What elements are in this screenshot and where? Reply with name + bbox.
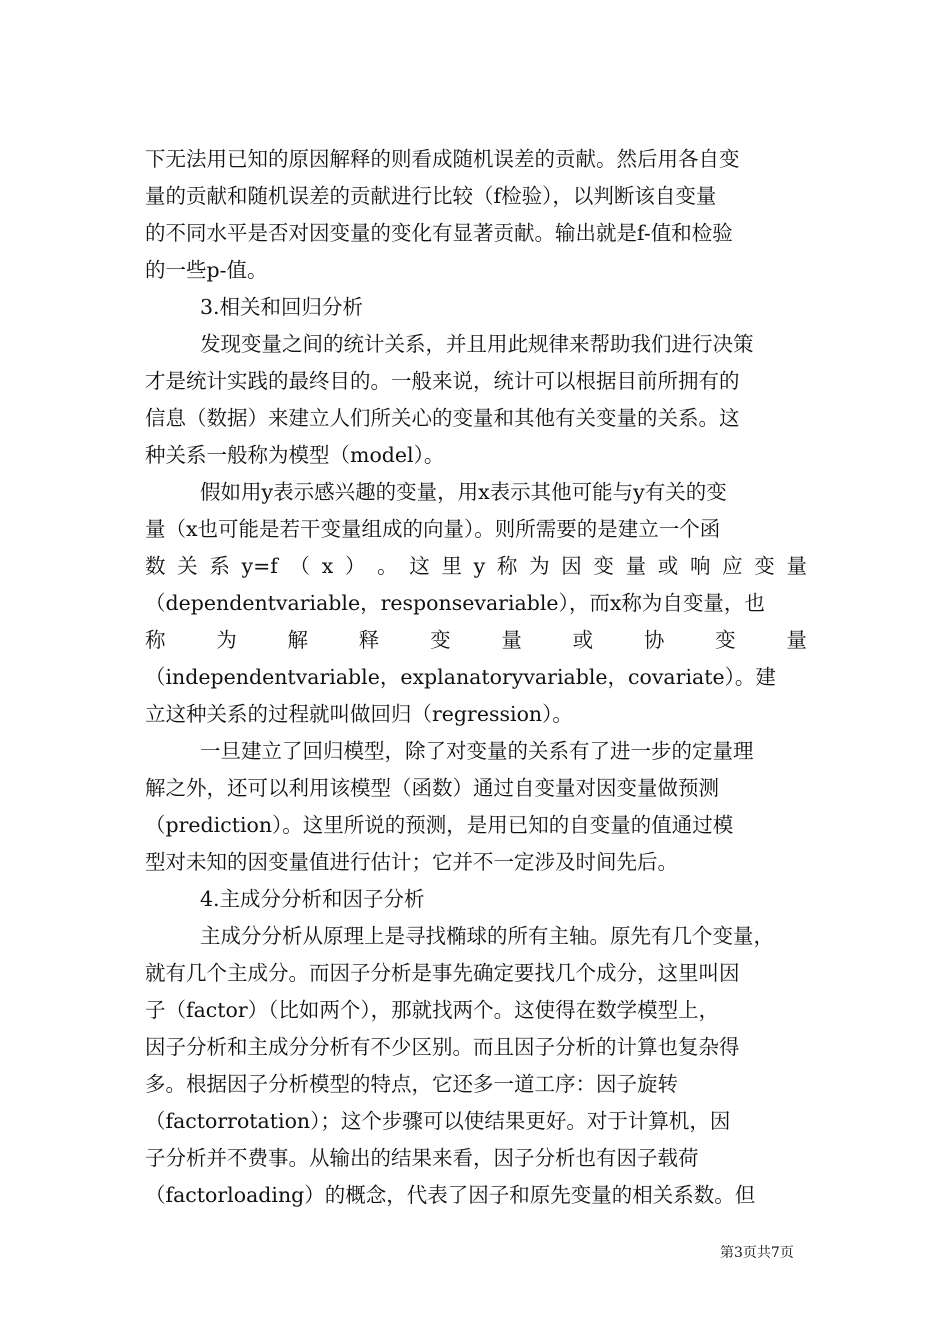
text-fragment: 解 [287,628,309,652]
text-fragment: ） [344,554,366,578]
text-line: 主成分分析从原理上是寻找椭球的所有主轴。原先有几个变量， [200,924,774,948]
text-fragment: 变 [754,554,775,578]
text-fragment: 释 [358,628,380,652]
text-line: 一旦建立了回归模型，除了对变量的关系有了进一步的定量理 [200,739,754,763]
text-fragment: 协 [643,628,665,652]
text-fragment: 关 [177,554,198,578]
text-fragment: 应 [722,554,743,578]
text-fragment: 或 [657,554,679,578]
text-line: 信息（数据）来建立人们所关心的变量和其他有关变量的关系。这 [145,406,740,430]
text-line: （prediction）。这里所说的预测，是用已知的自变量的值通过模 [145,813,734,837]
text-line: 就有几个主成分。而因子分析是事先确定要找几个成分，这里叫因 [145,961,740,985]
text-line: 解之外，还可以利用该模型（函数）通过自变量对因变量做预测 [145,776,719,800]
text-line: 量（x也可能是若干变量组成的向量）。则所需要的是建立一个函 [145,517,721,541]
text-fragment: 称 [145,628,166,652]
text-fragment: 。 [377,554,398,578]
text-line: 子（factor）（比如两个），那就找两个。这使得在数学模型上， [145,998,720,1022]
text-fragment: 响 [689,554,711,578]
text-line: 子分析并不费事。从输出的结果来看，因子分析也有因子载荷 [145,1146,699,1170]
text-fragment: 因 [561,554,582,578]
section-heading: 4.主成分分析和因子分析 [200,887,425,911]
text-line: 立这种关系的过程就叫做回归（regression）。 [145,702,573,726]
text-fragment: 变 [430,628,451,652]
text-fragment: （ [289,554,311,578]
text-line: 的不同水平是否对因变量的变化有显著贡献。输出就是f-值和检验 [145,221,733,245]
text-line: 多。根据因子分析模型的特点，它还多一道工序：因子旋转 [145,1072,678,1096]
text-line: （factorrotation）；这个步骤可以使结果更好。对于计算机，因 [145,1109,731,1133]
text-fragment: 量 [786,628,807,652]
text-fragment: x [321,554,334,578]
text-line: 才是统计实践的最终目的。一般来说，统计可以根据目前所拥有的 [145,369,740,393]
text-line [145,628,807,652]
text-fragment: 量 [786,554,807,578]
text-fragment: y [473,554,486,578]
text-fragment: 或 [572,628,594,652]
text-line: 假如用y表示感兴趣的变量，用x表示其他可能与y有关的变 [200,480,727,504]
text-line: 下无法用已知的原因解释的则看成随机误差的贡献。然后用各自变 [145,147,740,171]
text-line: （factorloading）的概念，代表了因子和原先变量的相关系数。但 [145,1183,756,1207]
text-fragment: 变 [715,628,736,652]
text-line: 的一些p-值。 [145,258,268,282]
text-fragment: 为 [216,628,237,652]
page-number: 第3页共7页 [720,1245,794,1261]
text-fragment: 称 [496,554,518,578]
text-line: 量的贡献和随机误差的贡献进行比较（f检验），以判断该自变量 [145,184,717,208]
text-line: 种关系一般称为模型（model）。 [145,443,445,467]
text-line: 型对未知的因变量值进行估计；它并不一定涉及时间先后。 [145,850,678,874]
text-fragment: 数 [145,554,166,578]
text-line: 发现变量之间的统计关系，并且用此规律来帮助我们进行决策 [200,332,754,356]
text-line: 因子分析和主成分分析有不少区别。而且因子分析的计算也复杂得 [145,1035,740,1059]
text-fragment: y=f [241,554,278,578]
text-fragment: 里 [441,554,462,578]
text-line: （dependentvariable，responsevariable），而x称为自变量，也 [145,591,765,615]
section-heading: 3.相关和回归分析 [200,295,364,319]
text-fragment: 量 [501,628,522,652]
text-fragment: 量 [625,554,647,578]
text-fragment: 系 [209,554,230,578]
text-fragment: 变 [593,554,614,578]
text-line [145,554,807,578]
text-fragment: 这 [409,554,430,578]
text-fragment: 为 [529,554,550,578]
text-line: （independentvariable，explanatoryvariable，covariate）。建 [145,665,776,689]
